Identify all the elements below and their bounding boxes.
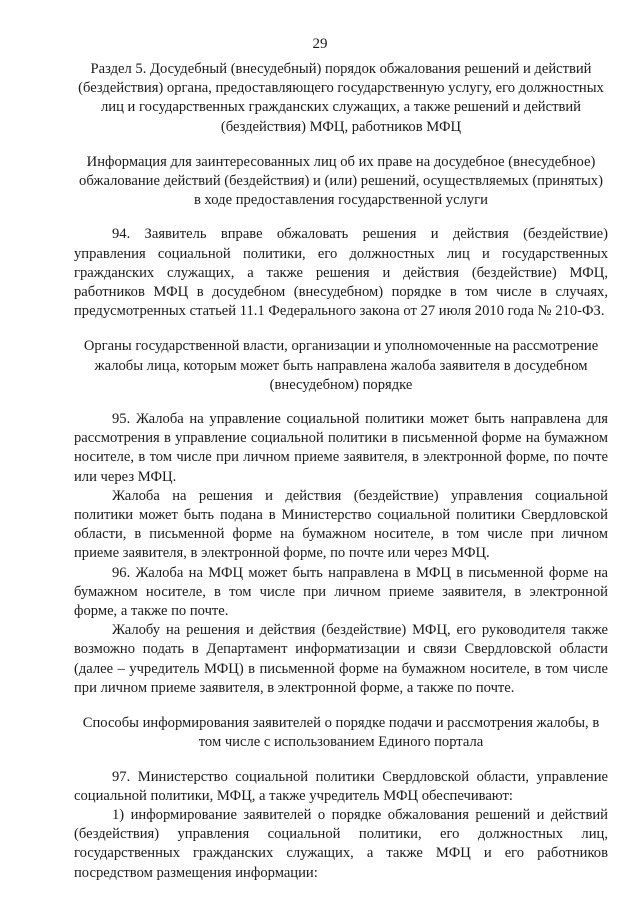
paragraph-96-continued: Жалобу на решения и действия (бездействие) МФЦ, его руководителя также возможно подать в Департамент информатизации и связи Свердловской области (далее – учредитель МФЦ) в письменной форме на бумажном носителе, в том числе при личном приеме заявителя, в электронной форме, а также по почте. [74, 622, 608, 696]
paragraph-97-item-1: 1) информирование заявителей о порядке обжалования решений и действий (бездействия) управления социальной политики, его должностных лиц, государственных гражданских служащих, а также МФЦ и его работников посредством размещения информации: [74, 806, 608, 881]
subsection-title-information: Способы информирования заявителей о порядке подачи и рассмотрения жалобы, в том числе с использованием Единого портала [82, 715, 600, 751]
paragraph-95-continued: Жалоба на решения и действия (бездействие) управления социальной политики может быть подана в Министерство социальной политики Свердловской области, в письменной форме на бумажном носителе, в том числе при личном приеме заявителя, в электронной форме, по почте или через МФЦ. [74, 487, 608, 562]
subsection-title-authorities: Органы государственной власти, организации и уполномоченные на рассмотрение жалобы лица, которым может быть направлена жалоба заявителя в досудебном (внесудебном) порядке [83, 338, 599, 393]
paragraph-94: 94. Заявитель вправе обжаловать решения и действия (бездействие) управления социальной политики, его должностных лиц и государственных гражданских служащих, а также решения и действия (бездействие) МФЦ, работников МФЦ в досудебном (внесудебном) порядке в том числе в случаях, предусмотренных статьей 11.1 Федерального закона от 27 июля 2010 года № 210-ФЗ. [74, 226, 608, 320]
paragraph-97: 97. Министерство социальной политики Свердловской области, управление социальной политики, МФЦ, а также учредитель МФЦ обеспечивают: [74, 768, 608, 804]
page-number: 29 [312, 36, 328, 52]
subsection-title-rights: Информация для заинтересованных лиц об их праве на досудебное (внесудебное) обжалование действий (бездействия) и (или) решений, осуществляемых (принятых) в ходе предоставления государственной услуги [79, 153, 603, 209]
section-title: Раздел 5. Досудебный (внесудебный) порядок обжалования решений и действий (бездействия) органа, предоставляющего государственную услугу, его должностных лиц и государственных гражданских служащих, а также решений и действий (бездействия) МФЦ, работников МФЦ [78, 61, 604, 135]
paragraph-95: 95. Жалоба на управление социальной политики может быть направлена для рассмотрения в управление социальной политики в письменной форме на бумажном носителе, в том числе при личном приеме заявителя, в электронной форме, по почте или через МФЦ. [74, 411, 608, 485]
page-content [74, 60, 608, 883]
paragraph-96: 96. Жалоба на МФЦ может быть направлена в МФЦ в письменной форме на бумажном носителе, в том числе при личном приеме заявителя, в электронной форме, а также по почте. [74, 564, 608, 620]
